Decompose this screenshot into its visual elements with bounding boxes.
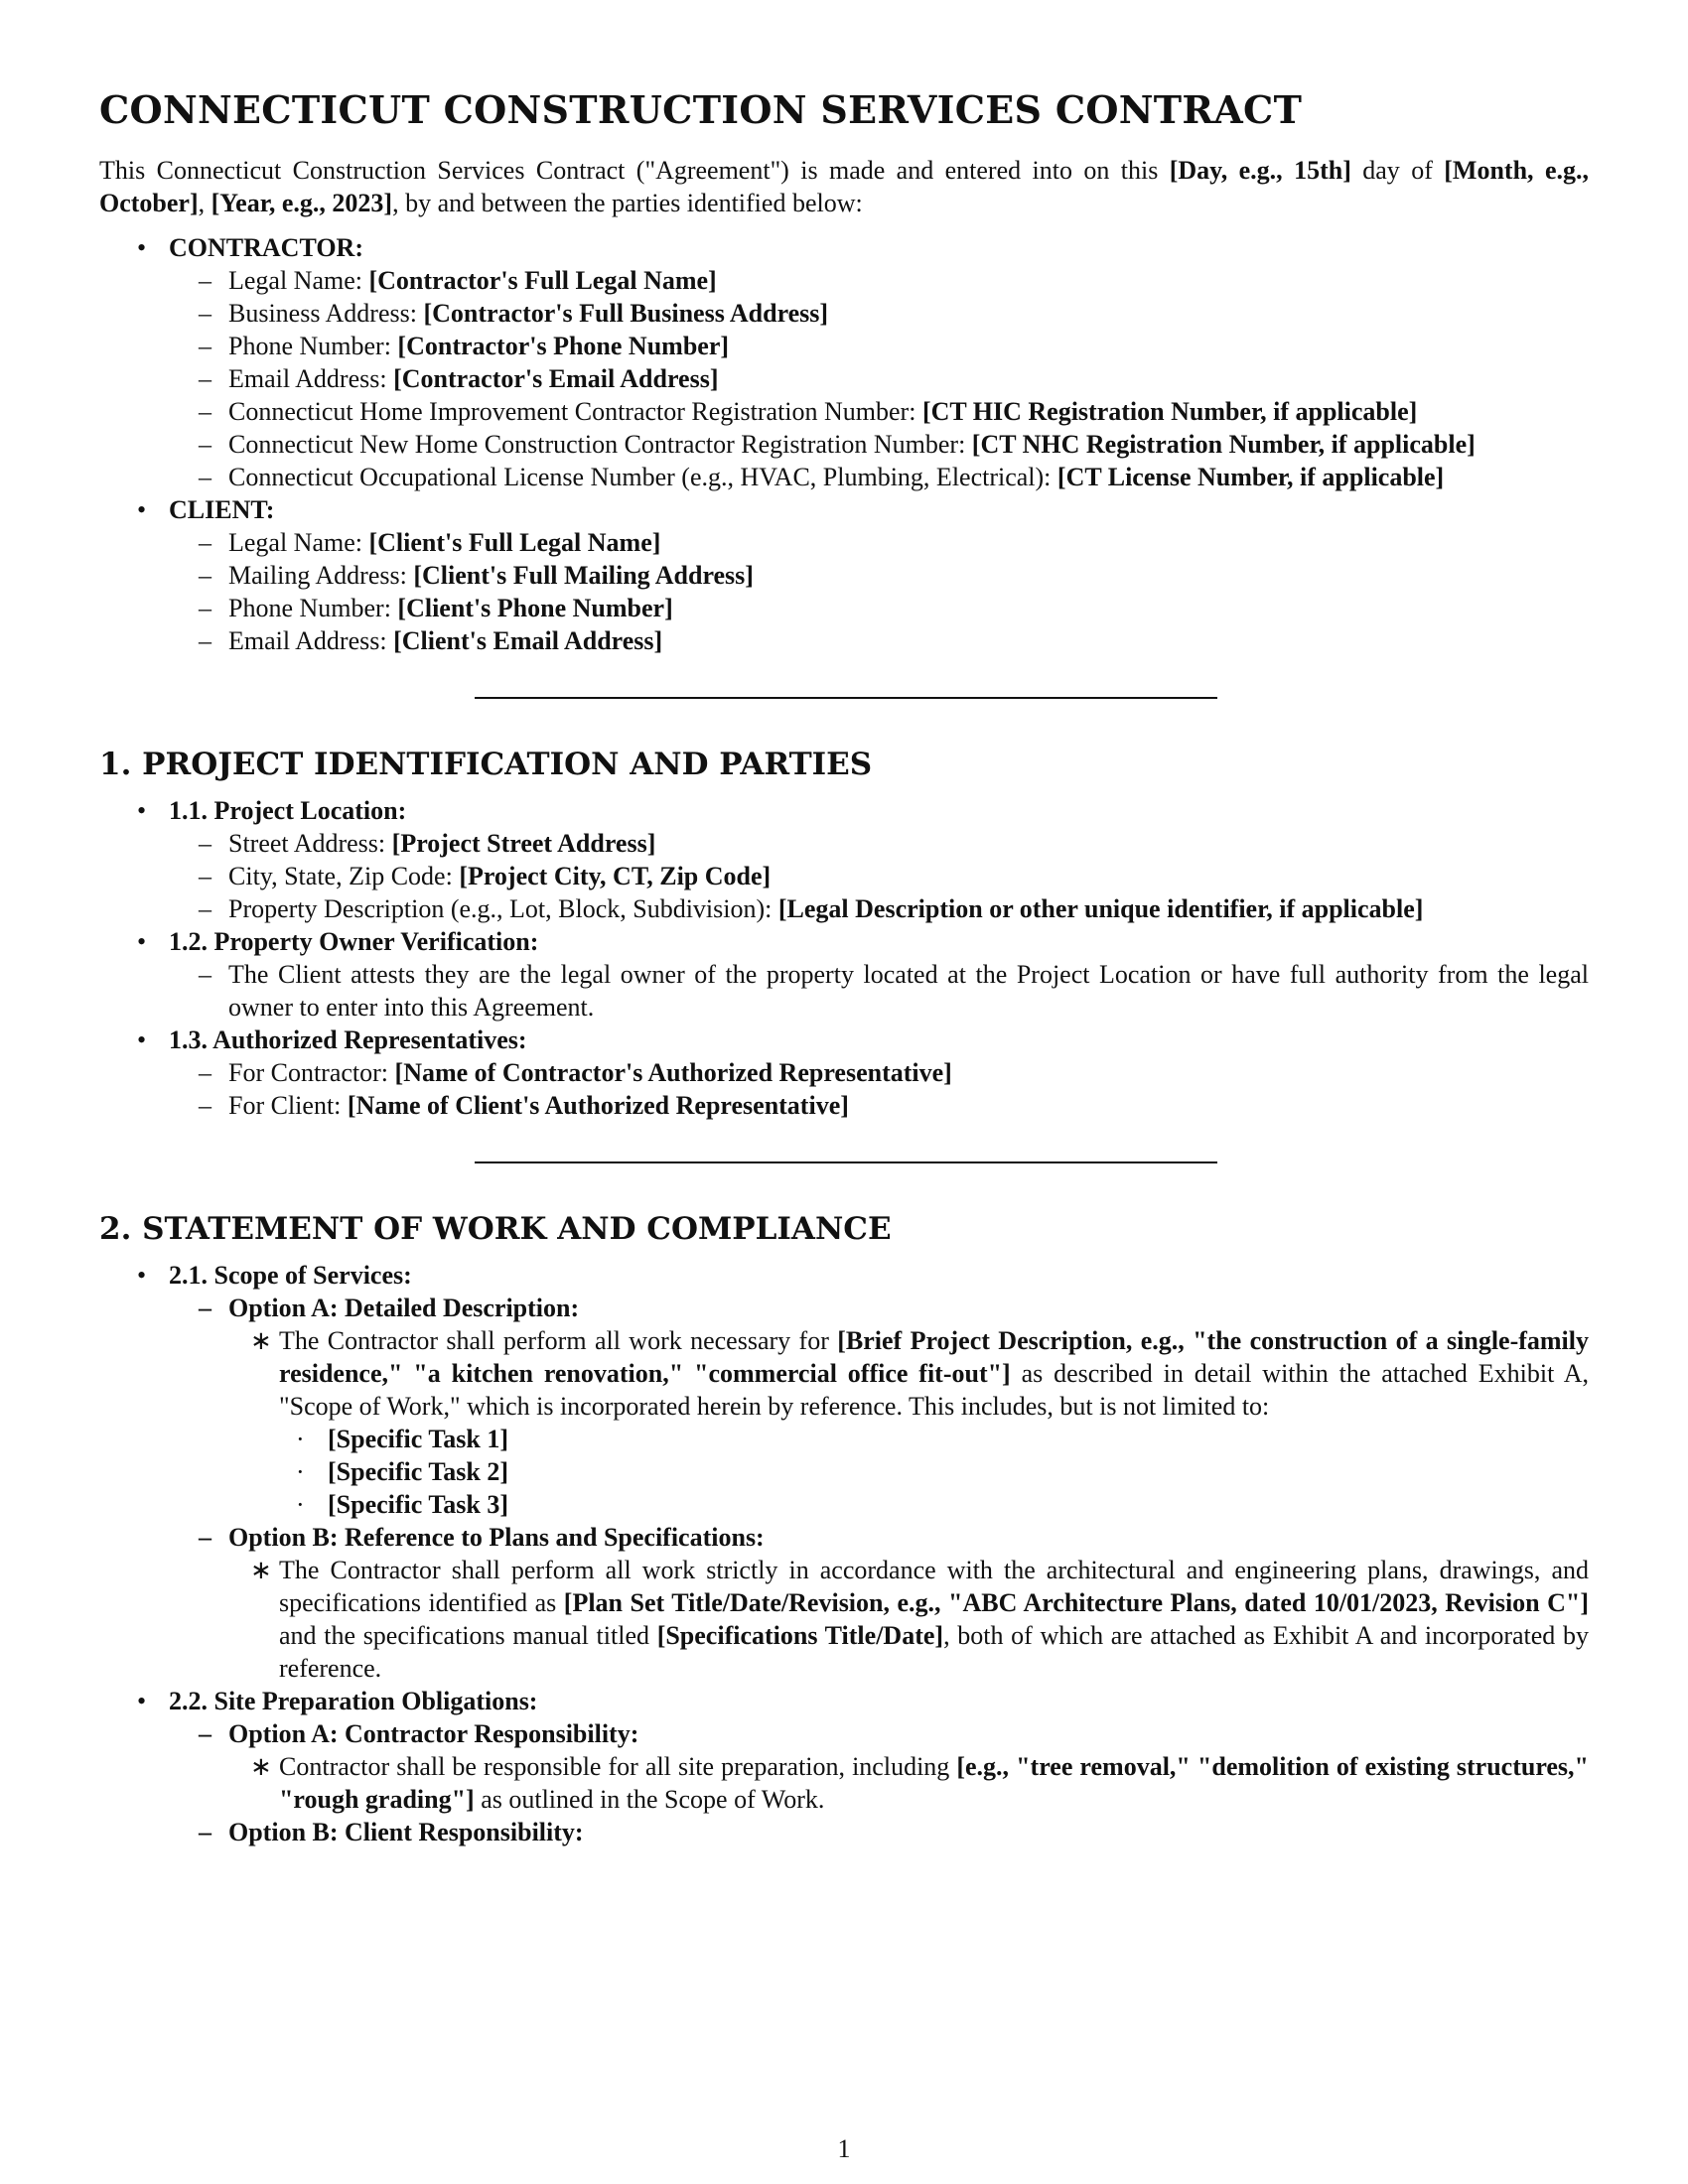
field-label: Phone Number:: [228, 594, 398, 622]
task-item: [99, 1423, 1589, 1455]
paragraph-text: as outlined in the Scope of Work.: [474, 1785, 825, 1814]
field-placeholder: [Contractor's Full Legal Name]: [368, 266, 717, 295]
dash-icon: –: [199, 463, 211, 491]
dash-icon: –: [199, 626, 211, 655]
dash-icon: –: [199, 266, 211, 295]
paragraph-text: The Contractor shall perform all work strictly in accordance with the architectural and engineering plans, drawings, and specifications identified as: [279, 1556, 1589, 1617]
page-number: 1: [837, 2134, 851, 2163]
field-placeholder: [Name of Contractor's Authorized Representative]: [394, 1058, 952, 1087]
subsection-2-2: [99, 1685, 1589, 1717]
intro-text: This Connecticut Construction Services Contract ("Agreement") is made and entered into on this: [99, 156, 1170, 185]
list-item: [99, 428, 1589, 461]
paragraph-text: as described in detail within the attached Exhibit A, "Scope of Work," which is incorporated herein by reference. This includes, but is not limited to:: [279, 1359, 1590, 1421]
field-label: For Contractor:: [228, 1058, 395, 1087]
list-item: [99, 559, 1589, 592]
list-item: [99, 1056, 1589, 1089]
dash-icon: –: [199, 1058, 211, 1087]
bullet-icon: •: [137, 796, 147, 825]
field-placeholder: [Contractor's Full Business Address]: [423, 299, 829, 328]
field-label: Legal Name:: [228, 266, 369, 295]
dash-icon: –: [199, 299, 211, 328]
asterisk-icon: ∗: [250, 1326, 272, 1355]
field-label: Legal Name:: [228, 528, 369, 557]
intro-paragraph: [99, 154, 1589, 219]
field-label: Business Address:: [228, 299, 424, 328]
client-heading: CLIENT:: [169, 495, 275, 524]
bullet-icon: •: [137, 1261, 147, 1290]
section-1-heading: 1. PROJECT IDENTIFICATION AND PARTIES: [99, 747, 873, 782]
client-block: [99, 493, 1589, 526]
option-a-heading: Option A: Detailed Description:: [228, 1294, 580, 1322]
document-title: CONNECTICUT CONSTRUCTION SERVICES CONTRACT: [99, 87, 1303, 132]
option-b-heading: Option B: Reference to Plans and Specifications:: [228, 1523, 765, 1552]
dash-icon: –: [199, 862, 211, 890]
list-item: [99, 827, 1589, 860]
list-item: [99, 264, 1589, 297]
field-label: Connecticut Home Improvement Contractor Registration Number:: [228, 397, 922, 426]
dash-icon: –: [199, 894, 211, 923]
field-placeholder: [e.g., "tree removal," "demolition of existing structures," "rough grading"]: [279, 1752, 1589, 1814]
subsection-heading: 2.1. Scope of Services:: [169, 1261, 412, 1290]
dash-icon: –: [199, 332, 211, 360]
task-placeholder: [Specific Task 1]: [328, 1425, 509, 1453]
field-label: Email Address:: [228, 626, 394, 655]
paragraph-text: , both of which are attached as Exhibit A and incorporated by reference.: [279, 1621, 1590, 1683]
document-page: [99, 87, 1589, 1848]
contractor-heading: CONTRACTOR:: [169, 233, 363, 262]
list-item: [99, 297, 1589, 330]
field-label: Connecticut Occupational License Number (e.g., HVAC, Plumbing, Electrical):: [228, 463, 1057, 491]
field-label: For Client:: [228, 1091, 348, 1120]
list-item: [99, 526, 1589, 559]
field-placeholder: [CT NHC Registration Number, if applicable]: [971, 430, 1476, 459]
subsection-1-3: [99, 1024, 1589, 1056]
subsection-1-2: [99, 925, 1589, 958]
field-placeholder: [CT HIC Registration Number, if applicable]: [921, 397, 1418, 426]
dash-icon: –: [199, 1719, 211, 1748]
option-heading: [99, 1521, 1589, 1554]
field-placeholder: [CT License Number, if applicable]: [1056, 463, 1445, 491]
subsection-2-1: [99, 1259, 1589, 1292]
paragraph-text: and the specifications manual titled: [279, 1621, 657, 1650]
field-placeholder: [Client's Phone Number]: [397, 594, 673, 622]
task-placeholder: [Specific Task 3]: [328, 1490, 509, 1519]
task-item: [99, 1488, 1589, 1521]
dot-icon: ·: [296, 1457, 305, 1486]
subsection-1-1: [99, 794, 1589, 827]
dot-icon: ·: [296, 1425, 305, 1453]
dash-icon: –: [199, 960, 211, 989]
section-divider: [475, 697, 1217, 699]
placeholder-day: [Day, e.g., 15th]: [1169, 156, 1351, 185]
bullet-icon: •: [137, 1687, 147, 1715]
field-label: Mailing Address:: [228, 561, 414, 590]
section-2-heading: 2. STATEMENT OF WORK AND COMPLIANCE: [99, 1211, 892, 1247]
list-item: [99, 1089, 1589, 1122]
list-item: [99, 461, 1589, 493]
option-paragraph: [99, 1554, 1589, 1685]
intro-text: , by and between the parties identified below:: [392, 189, 863, 217]
option-heading: [99, 1292, 1589, 1324]
dash-icon: –: [199, 1294, 211, 1322]
intro-text: ,: [198, 189, 211, 217]
option-paragraph: [99, 1750, 1589, 1816]
bullet-icon: •: [137, 1025, 147, 1054]
task-item: [99, 1455, 1589, 1488]
field-placeholder: [Legal Description or other unique identifier, if applicable]: [777, 894, 1424, 923]
placeholder-year: [Year, e.g., 2023]: [211, 189, 393, 217]
section-divider: [475, 1161, 1217, 1163]
dash-icon: –: [199, 528, 211, 557]
dash-icon: –: [199, 397, 211, 426]
subsection-heading: 2.2. Site Preparation Obligations:: [169, 1687, 538, 1715]
option-b-heading: Option B: Client Responsibility:: [228, 1818, 584, 1846]
field-placeholder: [Name of Client's Authorized Representative]: [347, 1091, 849, 1120]
list-item: [99, 362, 1589, 395]
field-label: Phone Number:: [228, 332, 398, 360]
placeholder-month: [Month, e.g., October]: [99, 156, 1589, 217]
dash-icon: –: [199, 1818, 211, 1846]
dash-icon: –: [199, 430, 211, 459]
option-heading: [99, 1816, 1589, 1848]
option-a-heading: Option A: Contractor Responsibility:: [228, 1719, 639, 1748]
asterisk-icon: ∗: [250, 1752, 272, 1781]
field-label: Email Address:: [228, 364, 394, 393]
field-placeholder: [Brief Project Description, e.g., "the construction of a single-family residence," "a kitchen renovation," "commercial office fit-out"]: [279, 1326, 1589, 1388]
contractor-block: [99, 231, 1589, 264]
field-placeholder: [Project City, CT, Zip Code]: [459, 862, 772, 890]
subsection-heading: 1.2. Property Owner Verification:: [169, 927, 539, 956]
field-placeholder: [Client's Email Address]: [393, 626, 663, 655]
field-placeholder: [Contractor's Email Address]: [393, 364, 719, 393]
list-item: [99, 330, 1589, 362]
list-item: [99, 958, 1589, 1024]
bullet-icon: •: [137, 927, 147, 956]
field-placeholder: [Plan Set Title/Date/Revision, e.g., "ABC Architecture Plans, dated 10/01/2023, Revision C"]: [563, 1588, 1590, 1617]
bullet-icon: •: [137, 495, 147, 524]
subsection-heading: 1.3. Authorized Representatives:: [169, 1025, 527, 1054]
field-label: Connecticut New Home Construction Contractor Registration Number:: [228, 430, 972, 459]
dot-icon: ·: [296, 1490, 305, 1519]
paragraph-text: The Client attests they are the legal owner of the property located at the Project Location or have full authority from the legal owner to enter into this Agreement.: [228, 960, 1589, 1022]
list-item: [99, 395, 1589, 428]
paragraph-text: Contractor shall be responsible for all site preparation, including: [279, 1752, 957, 1781]
dash-icon: –: [199, 364, 211, 393]
task-placeholder: [Specific Task 2]: [328, 1457, 509, 1486]
subsection-heading: 1.1. Project Location:: [169, 796, 407, 825]
field-label: Street Address:: [228, 829, 392, 858]
field-label: Property Description (e.g., Lot, Block, Subdivision):: [228, 894, 778, 923]
dash-icon: –: [199, 1091, 211, 1120]
field-placeholder: [Specifications Title/Date]: [656, 1621, 944, 1650]
option-paragraph: [99, 1324, 1589, 1423]
list-item: [99, 592, 1589, 624]
list-item: [99, 624, 1589, 657]
intro-text: day of: [1350, 156, 1445, 185]
dash-icon: –: [199, 1523, 211, 1552]
paragraph-text: The Contractor shall perform all work necessary for: [279, 1326, 838, 1355]
field-placeholder: [Contractor's Phone Number]: [397, 332, 730, 360]
field-label: City, State, Zip Code:: [228, 862, 460, 890]
list-item: [99, 892, 1589, 925]
asterisk-icon: ∗: [250, 1556, 272, 1584]
dash-icon: –: [199, 594, 211, 622]
list-item: [99, 860, 1589, 892]
field-placeholder: [Client's Full Mailing Address]: [413, 561, 754, 590]
dash-icon: –: [199, 829, 211, 858]
field-placeholder: [Client's Full Legal Name]: [368, 528, 661, 557]
bullet-icon: •: [137, 233, 147, 262]
option-heading: [99, 1717, 1589, 1750]
field-placeholder: [Project Street Address]: [391, 829, 656, 858]
dash-icon: –: [199, 561, 211, 590]
